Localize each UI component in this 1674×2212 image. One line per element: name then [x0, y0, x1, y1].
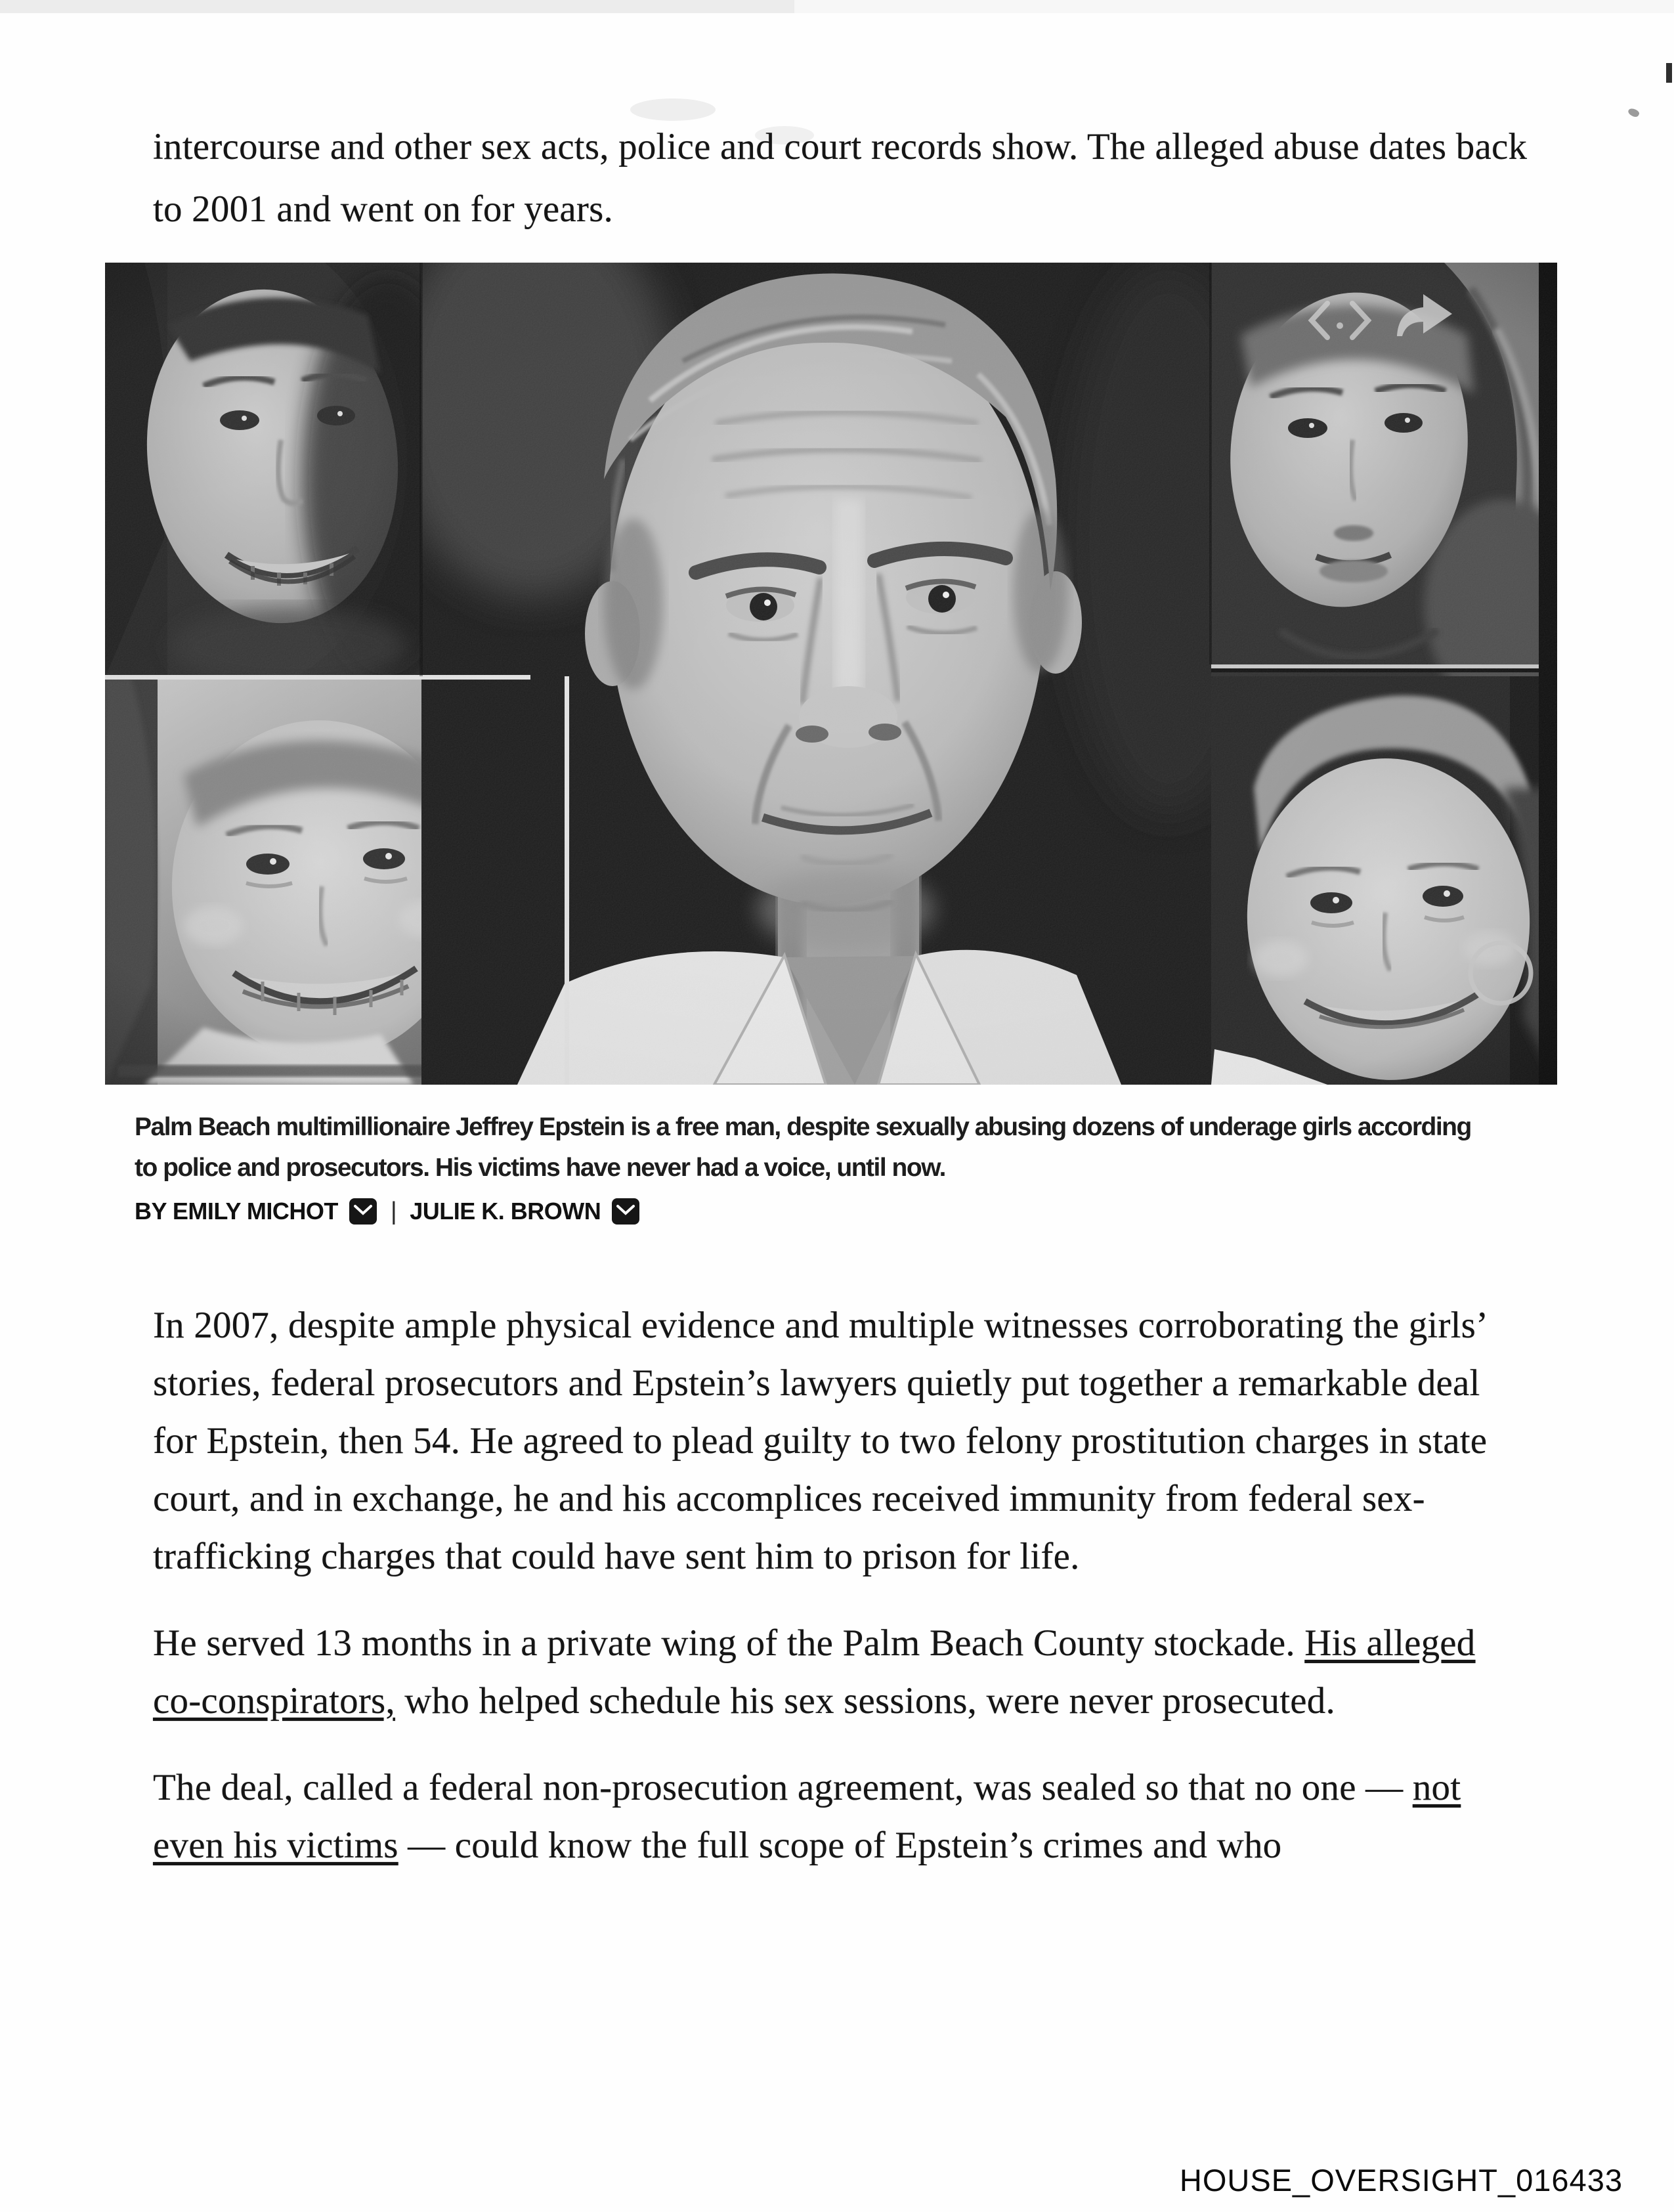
photo-collage [105, 263, 1557, 1085]
body-paragraph [153, 1759, 1515, 1875]
scan-edge-strip-light [794, 0, 1674, 13]
email-icon [611, 1198, 640, 1225]
inline-link: His alleged co-conspirators, [153, 1622, 1476, 1722]
scan-speck [1627, 107, 1640, 119]
paragraph-text: The deal, called a federal non-prosecution agreement, was sealed so that no one — [153, 1767, 1413, 1808]
inline-link: not even his victims [153, 1767, 1461, 1866]
paragraph-text: who helped schedule his sex sessions, were never prosecuted. [395, 1680, 1335, 1722]
paragraph-text: In 2007, despite ample physical evidence and multiple witnesses corroborating the girls’ stories, federal prosecutors and Epstein’s lawyers quietly put together a remarkable deal for Epstein, then 54. He agreed to plead guilty to two felony prostitution charges in state court, and in exchange, he and his accomplices received immunity from federal sex-trafficking charges that could have sent him to prison for life. [153, 1305, 1488, 1577]
byline-author-2: JULIE K. BROWN [410, 1198, 601, 1225]
email-icon [349, 1198, 377, 1225]
byline [135, 1195, 640, 1228]
byline-author-1: BY EMILY MICHOT [135, 1198, 338, 1225]
paragraph-text: He served 13 months in a private wing of the Palm Beach County stockade. [153, 1622, 1305, 1664]
paragraph-text: — could know the full scope of Epstein’s crimes and who [398, 1825, 1282, 1866]
photo-caption: Palm Beach multimillionaire Jeffrey Epstein is a free man, despite sexually abusing dozens of underage girls according to police and prosecutors. His victims have never had a voice, until now. [135, 1113, 1471, 1182]
body-paragraph [153, 1615, 1515, 1730]
article-body [153, 1297, 1515, 1875]
photo-vignette [105, 263, 1557, 1085]
scan-speck [1666, 63, 1672, 83]
body-paragraph [153, 1297, 1515, 1586]
byline-separator: | [390, 1197, 397, 1225]
intro-paragraph: intercourse and other sex acts, police and court records show. The alleged abuse dates back to 2001 and went on for years. [153, 126, 1528, 230]
bates-number: HOUSE_OVERSIGHT_016433 [1179, 2163, 1623, 2198]
